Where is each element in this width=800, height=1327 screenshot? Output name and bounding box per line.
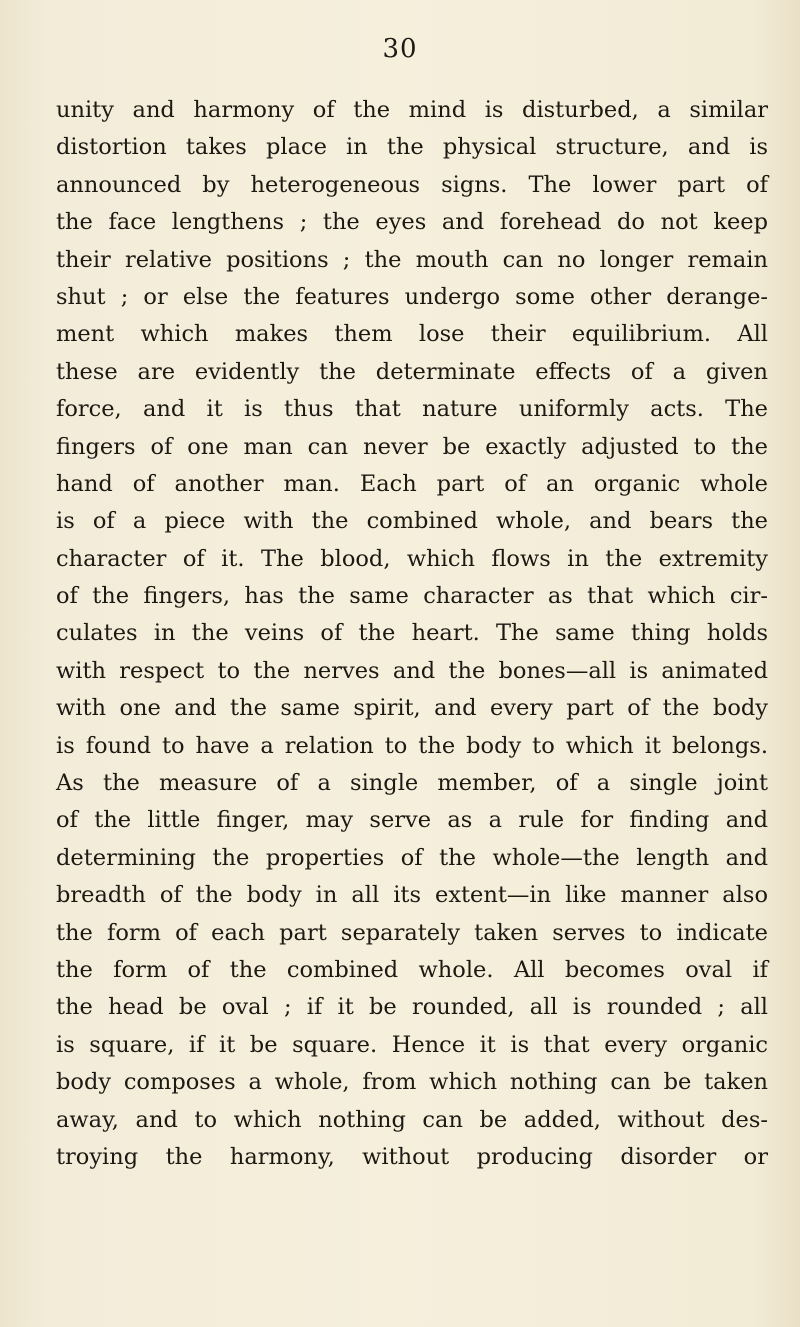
- text-line: with respect to the nerves and the bones—all is animated: [56, 657, 768, 684]
- text-line: with one and the same spirit, and every part of the body: [56, 695, 768, 722]
- text-line: these are evidently the determinate effects of a given: [56, 358, 768, 385]
- text-line: force, and it is thus that nature uniformly acts. The: [56, 396, 768, 423]
- text-line: is found to have a relation to the body to which it belongs.: [56, 732, 768, 759]
- text-line: is square, if it be square. Hence it is that every organic: [56, 1031, 768, 1058]
- text-line: of the little finger, may serve as a rule for finding and: [56, 807, 768, 834]
- text-line: As the measure of a single member, of a single joint: [56, 770, 768, 797]
- text-line: determining the properties of the whole—the length and: [56, 844, 768, 871]
- text-line: character of it. The blood, which flows in the extremity: [56, 545, 768, 572]
- text-line: culates in the veins of the heart. The same thing holds: [56, 620, 768, 647]
- text-line: the face lengthens ; the eyes and forehead do not keep: [56, 209, 768, 236]
- text-line: breadth of the body in all its extent—in like manner also: [56, 882, 768, 909]
- text-line: of the fingers, has the same character as that which cir-: [56, 583, 768, 610]
- text-line: is of a piece with the combined whole, and bears the: [56, 508, 768, 535]
- text-line: announced by heterogeneous signs. The lower part of: [56, 171, 768, 198]
- text-line: hand of another man. Each part of an organic whole: [56, 470, 768, 497]
- text-line: distortion takes place in the physical structure, and is: [56, 134, 768, 161]
- text-line: the form of each part separately taken serves to indicate: [56, 919, 768, 946]
- text-line: away, and to which nothing can be added, without des-: [56, 1106, 768, 1133]
- text-line: unity and harmony of the mind is disturbed, a similar: [56, 97, 768, 123]
- text-line: their relative positions ; the mouth can no longer remain: [56, 246, 768, 273]
- text-line: the form of the combined whole. All becomes oval if: [56, 956, 768, 983]
- page-number: 30: [382, 34, 418, 64]
- body-text: [56, 92, 768, 1176]
- text-line: fingers of one man can never be exactly adjusted to the: [56, 433, 768, 460]
- text-line: troying the harmony, without producing disorder or: [56, 1143, 768, 1170]
- text-line: shut ; or else the features undergo some other derange-: [56, 283, 768, 310]
- text-line: body composes a whole, from which nothing can be taken: [56, 1069, 768, 1096]
- text-line: ment which makes them lose their equilibrium. All: [56, 321, 768, 348]
- text-line: the head be oval ; if it be rounded, all is rounded ; all: [56, 994, 768, 1021]
